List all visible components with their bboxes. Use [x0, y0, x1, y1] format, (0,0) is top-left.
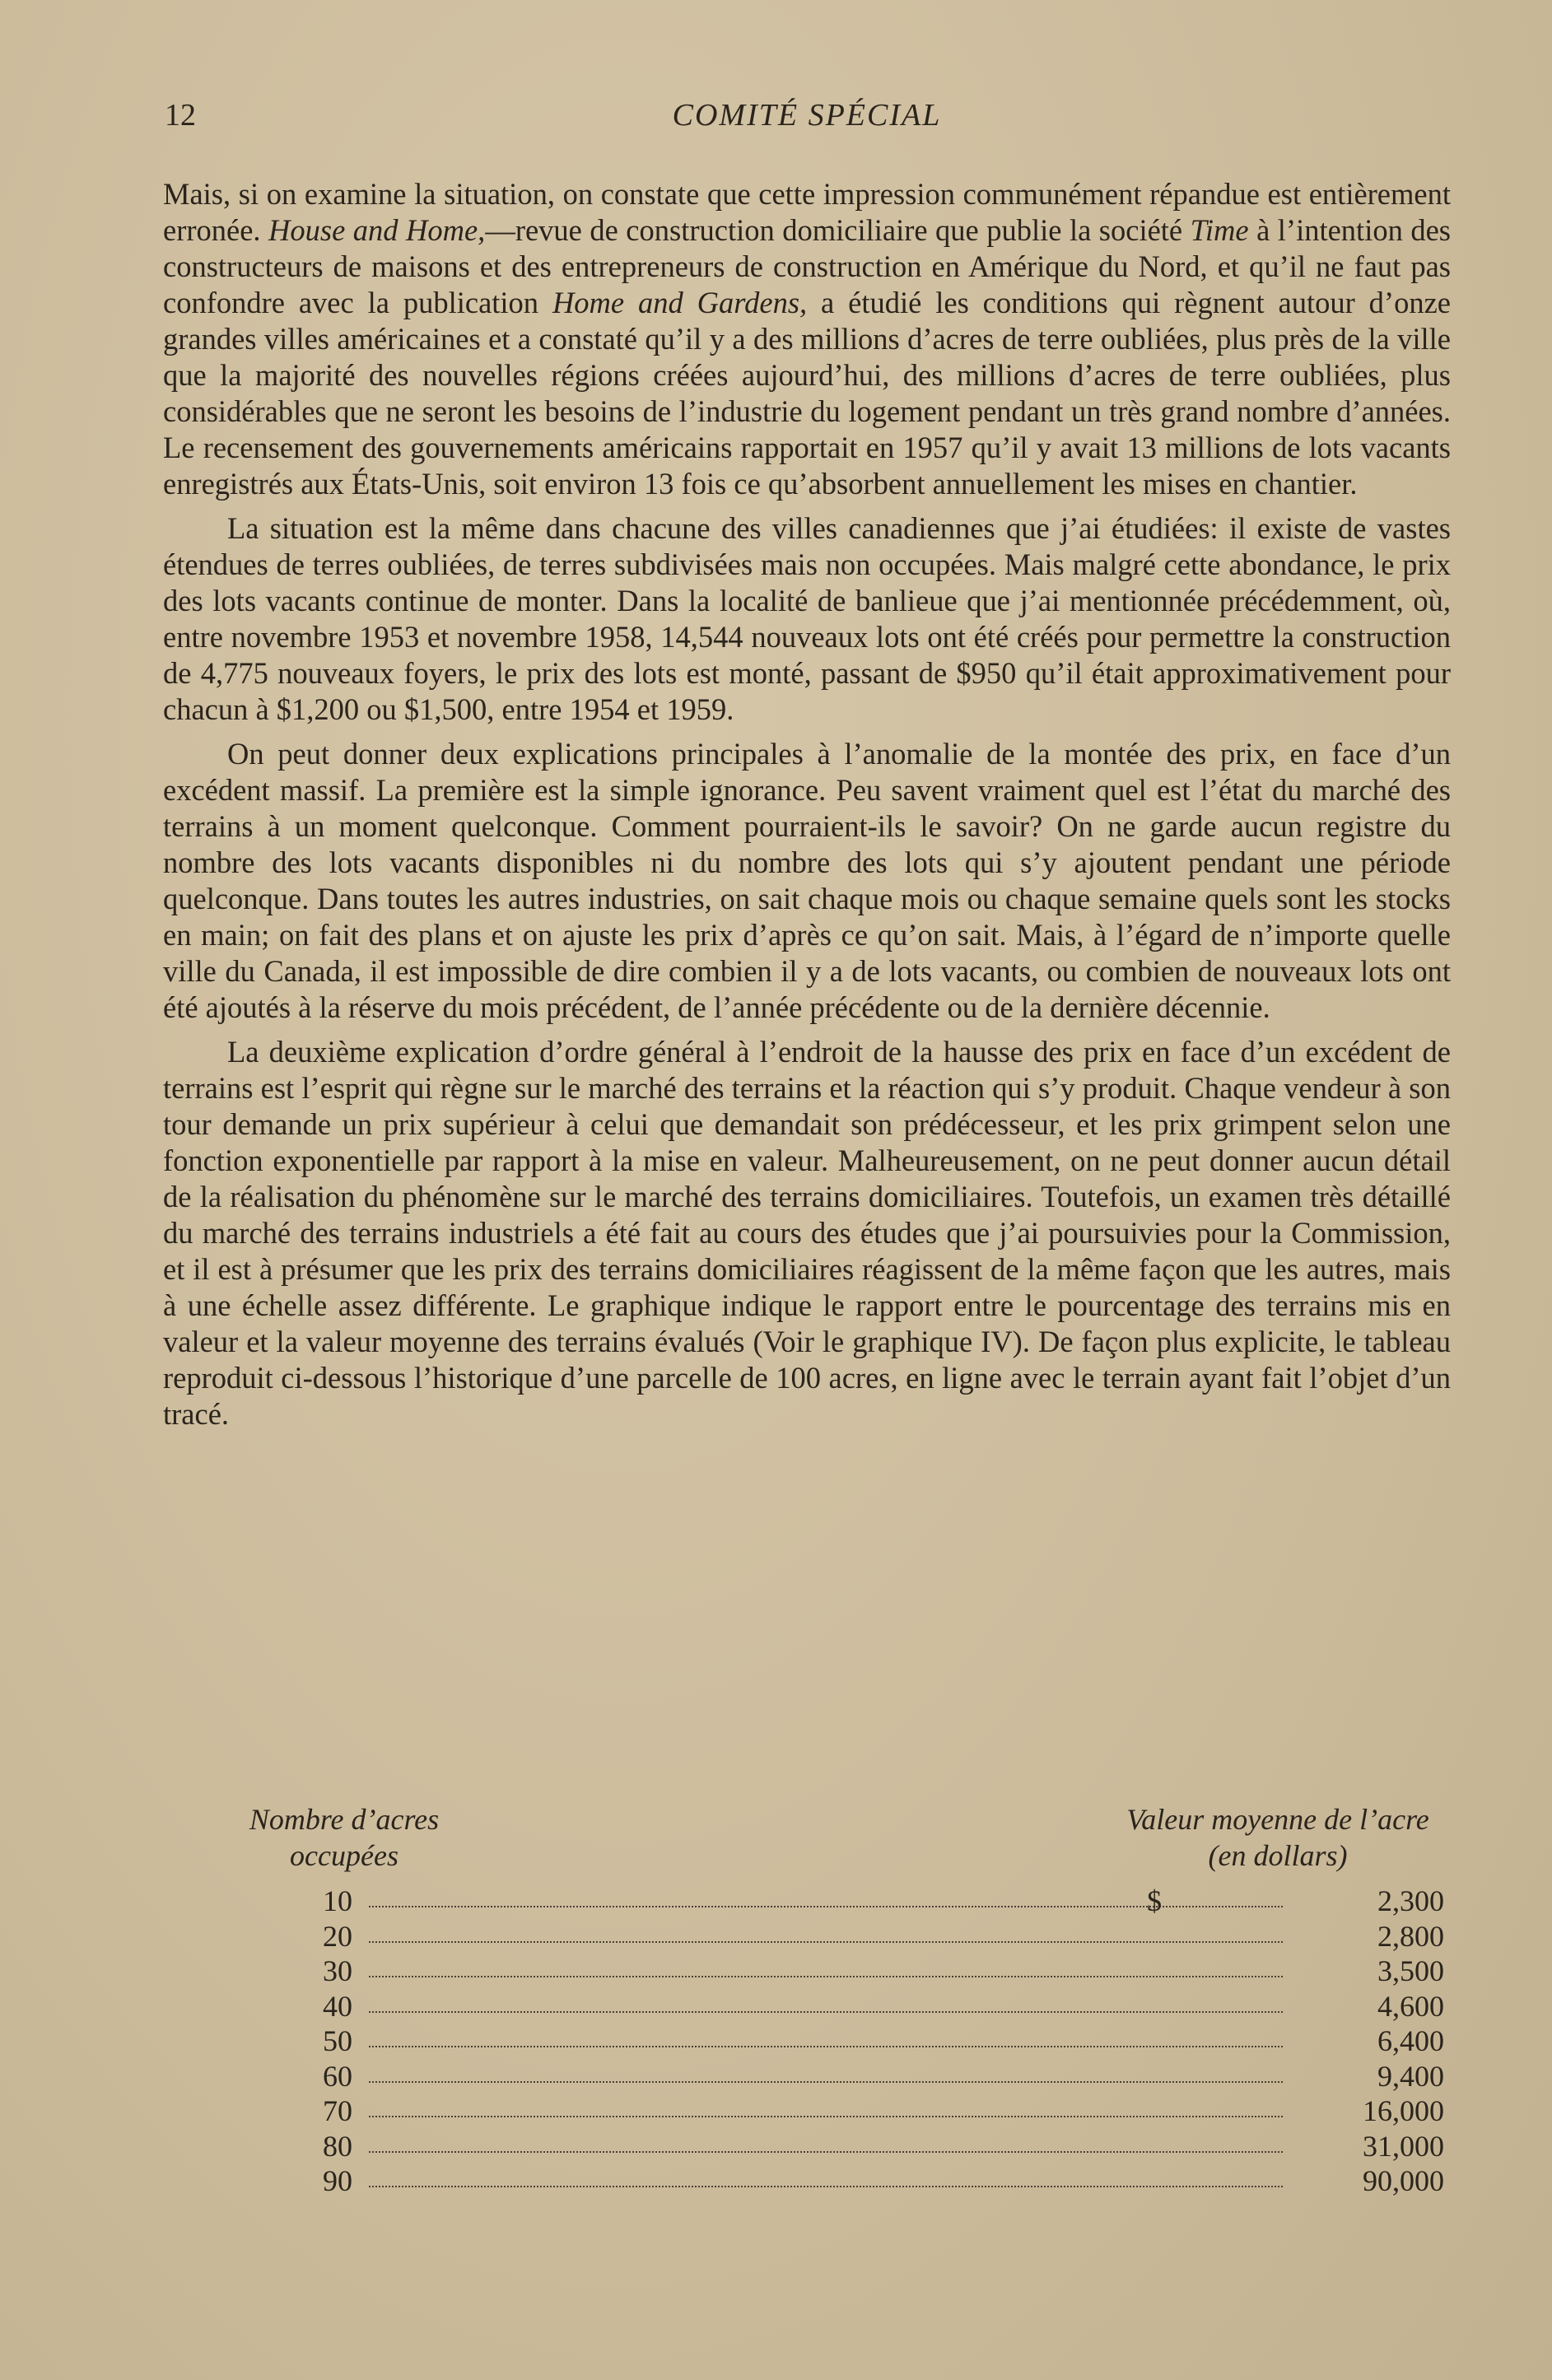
value-cell: 2,300 [1377, 1884, 1444, 1917]
dot-leader [369, 1941, 1283, 1943]
acres-cell: 70 [323, 2094, 352, 2127]
page-number: 12 [165, 98, 196, 133]
paragraph [163, 1034, 1451, 1432]
column-header-acres [225, 1801, 464, 1874]
dot-leader [369, 2186, 1283, 2187]
table-row [163, 2094, 1451, 2129]
acres-cell: 30 [323, 1954, 352, 1987]
acres-cell: 60 [323, 2059, 352, 2093]
text-run: Mais, si on examine la situation, on constate que cette impression communément répandue est entièrement erronée. [163, 177, 1451, 247]
dot-leader [369, 2151, 1283, 2153]
acres-cell: 50 [323, 2024, 352, 2057]
acres-cell: 80 [323, 2129, 352, 2163]
column-header-value [1105, 1801, 1451, 1874]
table-row [163, 2163, 1451, 2199]
acre-value-table [163, 1801, 1451, 2199]
text-run: —revue de construction domiciliaire que publie la société [485, 213, 1191, 247]
text-run: On peut donner deux explications principales à l’anomalie de la montée des prix, en face d’un excédent massif. La première est la simple ignorance. Peu savent vraiment quel est l’état du marché des terrains à un moment quelconque. Comment pourraient-ils le savoir? On ne garde aucun registre du nombre des lots vacants disponibles ni du nombre des lots qui s’y ajoutent pendant une période quelconque. Dans toutes les autres industries, on sait chaque mois ou chaque semaine quels sont les stocks en main; on fait des plans et on ajuste les prix d’après ce qu’on sait. Mais, à l’égard de n’importe quelle ville du Canada, il est impossible de dire combien il y a de lots vacants, ou combien de nouveaux lots ont été ajoutés à la réserve du mois précédent, de l’année précédente ou de la dernière décennie. [163, 737, 1451, 1024]
value-cell: 16,000 [1363, 2094, 1444, 2127]
value-cell: 9,400 [1377, 2059, 1444, 2093]
table-row [163, 1919, 1451, 1954]
column-header-acres-line1: Nombre d’acres [249, 1803, 440, 1836]
dot-leader [369, 2011, 1283, 2013]
body-text [163, 176, 1451, 1441]
value-cell: 2,800 [1377, 1919, 1444, 1953]
table-row [163, 2129, 1451, 2164]
table-row [163, 1989, 1451, 2024]
column-header-value-line1: Valeur moyenne de l’acre [1126, 1803, 1429, 1836]
paragraph [163, 510, 1451, 728]
acres-cell: 10 [323, 1884, 352, 1917]
italic-text: House and Home, [268, 213, 486, 247]
dot-leader [369, 2081, 1283, 2083]
italic-text: Time [1190, 213, 1249, 247]
table-header [163, 1801, 1451, 1884]
table-row [163, 2024, 1451, 2059]
acres-cell: 90 [323, 2164, 352, 2197]
text-run: a étudié les conditions qui règnent autour d’onze grandes villes américaines et a constaté qu’il y a des millions d’acres de terre oubliées, plus près de la ville que la majorité des nouvelles régions créées aujourd’hui, des millions d’acres de terre oubliées, plus considérables que ne seront les besoins de l’industrie du logement pendant un très grand nombre d’années. Le recensement des gouvernements américains rapportait en 1957 qu’il y avait 13 millions de lots vacants enregistrés aux États-Unis, soit environ 13 fois ce qu’absorbent annuellement les mises en chantier. [163, 286, 1451, 501]
text-run: La situation est la même dans chacune des villes canadiennes que j’ai étudiées: il existe de vastes étendues de terres oubliées, de terres subdivisées mais non occupées. Mais malgré cette abondance, le prix des lots vacants continue de monter. Dans la localité de banlieue que j’ai mentionnée précédemment, où, entre novembre 1953 et novembre 1958, 14,544 nouveaux lots ont été créés pour permettre la construction de 4,775 nouveaux foyers, le prix des lots est monté, passant de $950 qu’il était approximativement pour chacun à $1,200 ou $1,500, entre 1954 et 1959. [163, 511, 1451, 726]
table-row [163, 1884, 1451, 1919]
value-cell: 90,000 [1363, 2164, 1444, 2197]
table-row [163, 2059, 1451, 2094]
value-cell: 6,400 [1377, 2024, 1444, 2057]
dot-leader [369, 2046, 1283, 2047]
acres-cell: 40 [323, 1989, 352, 2023]
acres-cell: 20 [323, 1919, 352, 1953]
value-cell: 4,600 [1377, 1989, 1444, 2023]
page-header [165, 97, 1449, 147]
table-row [163, 1954, 1451, 1989]
currency-symbol: $ [1147, 1884, 1162, 1917]
text-run: La deuxième explication d’ordre général à l’endroit de la hausse des prix en face d’un excédent de terrains est l’esprit qui règne sur le marché des terrains et la réaction qui s’y produit. Chaque vendeur à son tour demande un prix supérieur à celui que demandait son prédécesseur, et les prix grimpent selon une fonction exponentielle par rapport à la mise en valeur. Malheureusement, on ne peut donner aucun détail de la réalisation du phénomène sur le marché des terrains domiciliaires. Toutefois, un examen très détaillé du marché des terrains industriels a été fait au cours des études que j’ai poursuivies pour la Commission, et il est à présumer que les prix des terrains domiciliaires réagissent de la même façon que les autres, mais à une échelle assez différente. Le graphique indique le rapport entre le pourcentage des terrains mis en valeur et la valeur moyenne des terrains évalués (Voir le graphique IV). De façon plus explicite, le tableau reproduit ci-dessous l’historique d’une parcelle de 100 acres, en ligne avec le terrain ayant fait l’objet d’un tracé. [163, 1035, 1451, 1431]
dot-leader [369, 1976, 1283, 1977]
dot-leader [369, 2116, 1283, 2117]
text-run: à l’intention des constructeurs de maisons et des entrepreneurs de construction en Amérique du Nord, et qu’il ne faut pas confondre avec la publication [163, 213, 1451, 319]
column-header-value-line2: (en dollars) [1208, 1839, 1348, 1872]
column-header-acres-line2: occupées [290, 1839, 398, 1872]
paragraph [163, 176, 1451, 502]
table-rows [163, 1884, 1451, 2199]
value-cell: 3,500 [1377, 1954, 1444, 1987]
dot-leader [369, 1906, 1283, 1907]
paragraph [163, 736, 1451, 1026]
running-title: COMITÉ SPÉCIAL [672, 98, 942, 133]
italic-text: Home and Gardens, [552, 286, 808, 319]
value-cell: 31,000 [1363, 2129, 1444, 2163]
